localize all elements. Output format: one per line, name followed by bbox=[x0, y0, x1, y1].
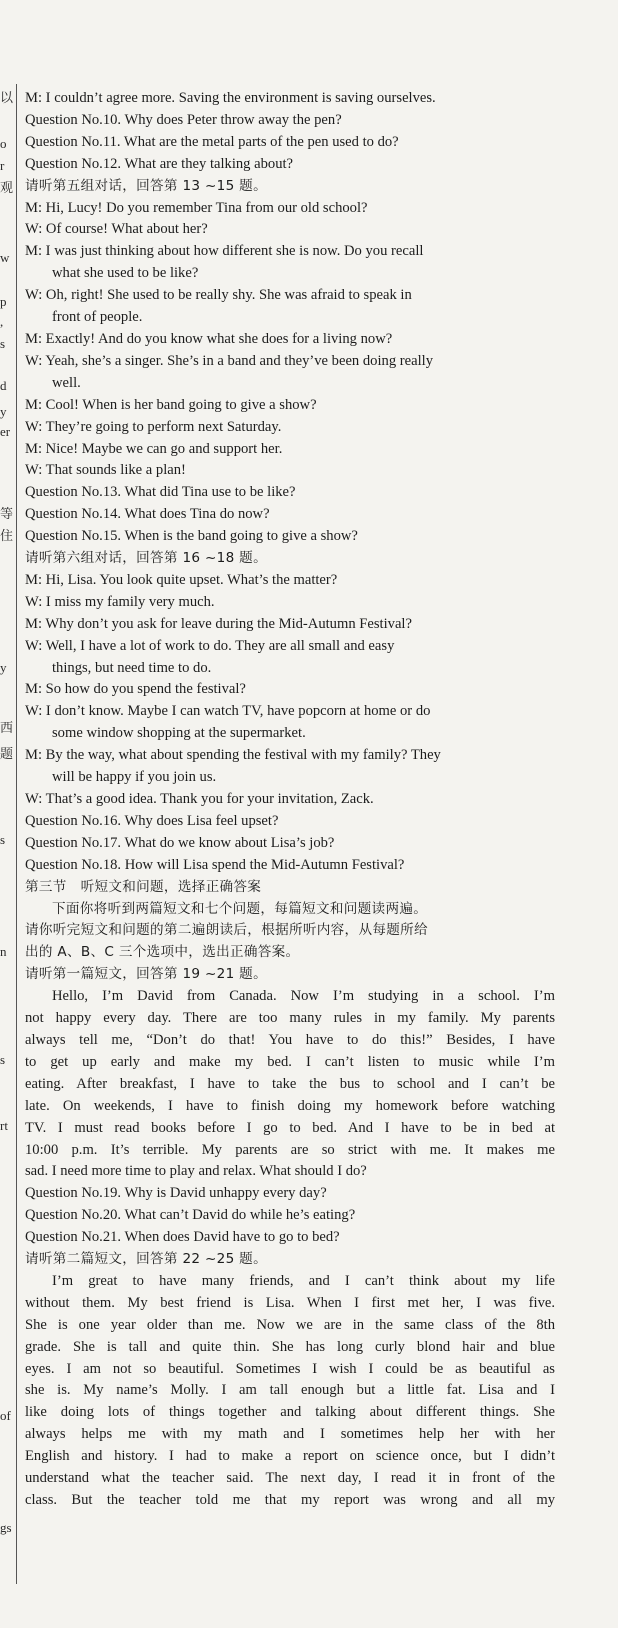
transcript-line: will be happy if you join us. bbox=[52, 769, 217, 786]
transcript-line: W: I don’t know. Maybe I can watch TV, have popcorn at home or do bbox=[25, 703, 431, 720]
transcript-line: M: Cool! When is her band going to give a show? bbox=[25, 396, 317, 413]
transcript-line: She is one year older than me. Now we are in the same class of the 8th bbox=[25, 1316, 555, 1333]
transcript-line: 出的 A、B、C 三个选项中，选出正确答案。 bbox=[25, 944, 300, 961]
margin-fragment: p bbox=[0, 294, 7, 309]
margin-fragment: 等 bbox=[0, 506, 14, 521]
transcript-line: Question No.12. What are they talking about? bbox=[25, 155, 294, 172]
left-margin-fragments bbox=[0, 0, 14, 1628]
transcript-line: late. On weekends, I have to finish doing my homework before watching bbox=[25, 1097, 555, 1114]
margin-fragment: rt bbox=[0, 1118, 8, 1133]
transcript-line: 请听第五组对话，回答第 13 ~15 题。 bbox=[25, 177, 267, 194]
transcript-line: English and history. I had to make a report on science once, but I didn’t bbox=[25, 1448, 555, 1465]
transcript-line: M: I was just thinking about how different she is now. Do you recall bbox=[25, 243, 424, 260]
transcript-line: sad. I need more time to play and relax. What should I do? bbox=[25, 1163, 367, 1180]
margin-fragment: 西 bbox=[0, 720, 14, 735]
transcript-line: Question No.16. Why does Lisa feel upset? bbox=[25, 812, 279, 829]
transcript-line: Question No.14. What does Tina do now? bbox=[25, 506, 270, 523]
transcript-line: Question No.10. Why does Peter throw away the pen? bbox=[25, 111, 342, 128]
transcript-line: M: I couldn’t agree more. Saving the environment is saving ourselves. bbox=[25, 90, 436, 106]
transcript-line: Question No.17. What do we know about Lisa’s job? bbox=[25, 834, 335, 851]
margin-fragment: 题 bbox=[0, 746, 14, 761]
transcript-line: M: Nice! Maybe we can go and support her. bbox=[25, 440, 283, 457]
transcript-line: Question No.13. What did Tina use to be like? bbox=[25, 484, 296, 501]
transcript-line: 10:00 p.m. It’s terrible. My parents are so strict with me. It makes me bbox=[25, 1141, 555, 1158]
margin-fragment: 住 bbox=[0, 528, 14, 543]
column-divider bbox=[16, 84, 17, 1584]
transcript-line: understand what the teacher said. The next day, I read it in front of the bbox=[25, 1470, 555, 1487]
transcript-line: 请你听完短文和问题的第二遍朗读后，根据所听内容，从每题所给 bbox=[25, 922, 428, 939]
transcript-line: always tell me, “Don’t do that! You have to do this!” Besides, I have bbox=[25, 1031, 555, 1048]
transcript-line: always helps me with my math and I sometimes help her with her bbox=[25, 1426, 555, 1443]
transcript-line: some window shopping at the supermarket. bbox=[52, 725, 306, 742]
transcript-line: TV. I must read books before I go to bed. And I have to be in bed at bbox=[25, 1119, 555, 1136]
transcript-line: Question No.19. Why is David unhappy every day? bbox=[25, 1185, 327, 1202]
margin-fragment: s bbox=[0, 336, 6, 351]
transcript-line: I’m great to have many friends, and I can’t think about my life bbox=[52, 1272, 555, 1289]
transcript-line: not happy every day. There are too many rules in my family. My parents bbox=[25, 1010, 555, 1027]
transcript-page bbox=[25, 88, 555, 1512]
transcript-line: like doing lots of things together and talking about different things. She bbox=[25, 1404, 555, 1421]
transcript-line: well. bbox=[52, 374, 81, 391]
transcript-line: Question No.15. When is the band going to give a show? bbox=[25, 528, 358, 545]
margin-fragment: n bbox=[0, 944, 7, 959]
transcript-line: things, but need time to do. bbox=[52, 659, 212, 676]
transcript-line: Question No.21. When does David have to go to bed? bbox=[25, 1229, 340, 1246]
margin-fragment: s bbox=[0, 1052, 6, 1067]
margin-fragment: , bbox=[0, 314, 4, 329]
margin-fragment: er bbox=[0, 424, 11, 439]
transcript-line: Question No.18. How will Lisa spend the Mid-Autumn Festival? bbox=[25, 856, 405, 873]
transcript-line: 第三节 听短文和问题，选择正确答案 bbox=[25, 878, 262, 895]
transcript-line: what she used to be like? bbox=[52, 265, 199, 282]
transcript-line: to get up early and make my bed. I can’t listen to music while I’m bbox=[25, 1053, 555, 1070]
transcript-line: without them. My best friend is Lisa. When I first met her, I was five. bbox=[25, 1294, 555, 1311]
transcript-line: M: Hi, Lucy! Do you remember Tina from our old school? bbox=[25, 199, 368, 216]
transcript-line: M: By the way, what about spending the festival with my family? They bbox=[25, 747, 441, 764]
transcript-line: W: That’s a good idea. Thank you for your invitation, Zack. bbox=[25, 791, 374, 807]
transcript-line: M: Why don’t you ask for leave during the Mid-Autumn Festival? bbox=[25, 615, 412, 632]
margin-fragment: r bbox=[0, 158, 5, 173]
transcript-line: 下面你将听到两篇短文和七个问题，每篇短文和问题读两遍。 bbox=[52, 900, 428, 917]
margin-fragment: y bbox=[0, 660, 7, 675]
margin-fragment: 以 bbox=[0, 90, 14, 105]
transcript-line: W: I miss my family very much. bbox=[25, 593, 215, 610]
transcript-line: W: That sounds like a plan! bbox=[25, 462, 186, 479]
transcript-line: W: Well, I have a lot of work to do. They are all small and easy bbox=[25, 637, 395, 654]
margin-fragment: gs bbox=[0, 1520, 12, 1535]
transcript-line: front of people. bbox=[52, 309, 143, 326]
transcript-line: Question No.20. What can’t David do while he’s eating? bbox=[25, 1207, 356, 1224]
margin-fragment: y bbox=[0, 404, 7, 419]
margin-fragment: d bbox=[0, 378, 7, 393]
transcript-line: 请听第六组对话，回答第 16 ~18 题。 bbox=[25, 550, 267, 567]
margin-fragment: o bbox=[0, 136, 7, 151]
transcript-line: grade. She is tall and quite thin. She has long curly blond hair and blue bbox=[25, 1338, 555, 1355]
transcript-line: W: Of course! What about her? bbox=[25, 221, 208, 238]
transcript-line: eyes. I am not so beautiful. Sometimes I wish I could be as beautiful as bbox=[25, 1360, 555, 1377]
margin-fragment: 观 bbox=[0, 180, 14, 195]
margin-fragment: w bbox=[0, 250, 10, 265]
transcript-line: Question No.11. What are the metal parts of the pen used to do? bbox=[25, 133, 399, 150]
transcript-line: 请听第一篇短文，回答第 19 ~21 题。 bbox=[25, 966, 267, 983]
transcript-line: eating. After breakfast, I have to take the bus to school and I can’t be bbox=[25, 1075, 555, 1092]
transcript-line: Hello, I’m David from Canada. Now I’m studying in a school. I’m bbox=[52, 988, 555, 1005]
transcript-line: W: Oh, right! She used to be really shy. She was afraid to speak in bbox=[25, 287, 412, 304]
margin-fragment: s bbox=[0, 832, 6, 847]
transcript-line: M: Hi, Lisa. You look quite upset. What’s the matter? bbox=[25, 571, 338, 588]
transcript-line: W: Yeah, she’s a singer. She’s in a band and they’ve been doing really bbox=[25, 352, 433, 369]
transcript-line: M: So how do you spend the festival? bbox=[25, 681, 246, 698]
transcript-line: M: Exactly! And do you know what she does for a living now? bbox=[25, 330, 393, 347]
transcript-line: she is. My name’s Molly. I am tall enough but a little fat. Lisa and I bbox=[25, 1382, 555, 1399]
margin-fragment: of bbox=[0, 1408, 11, 1423]
transcript-line: class. But the teacher told me that my report was wrong and all my bbox=[25, 1492, 555, 1508]
transcript-line: 请听第二篇短文，回答第 22 ~25 题。 bbox=[25, 1251, 267, 1268]
transcript-line: W: They’re going to perform next Saturday. bbox=[25, 418, 282, 435]
